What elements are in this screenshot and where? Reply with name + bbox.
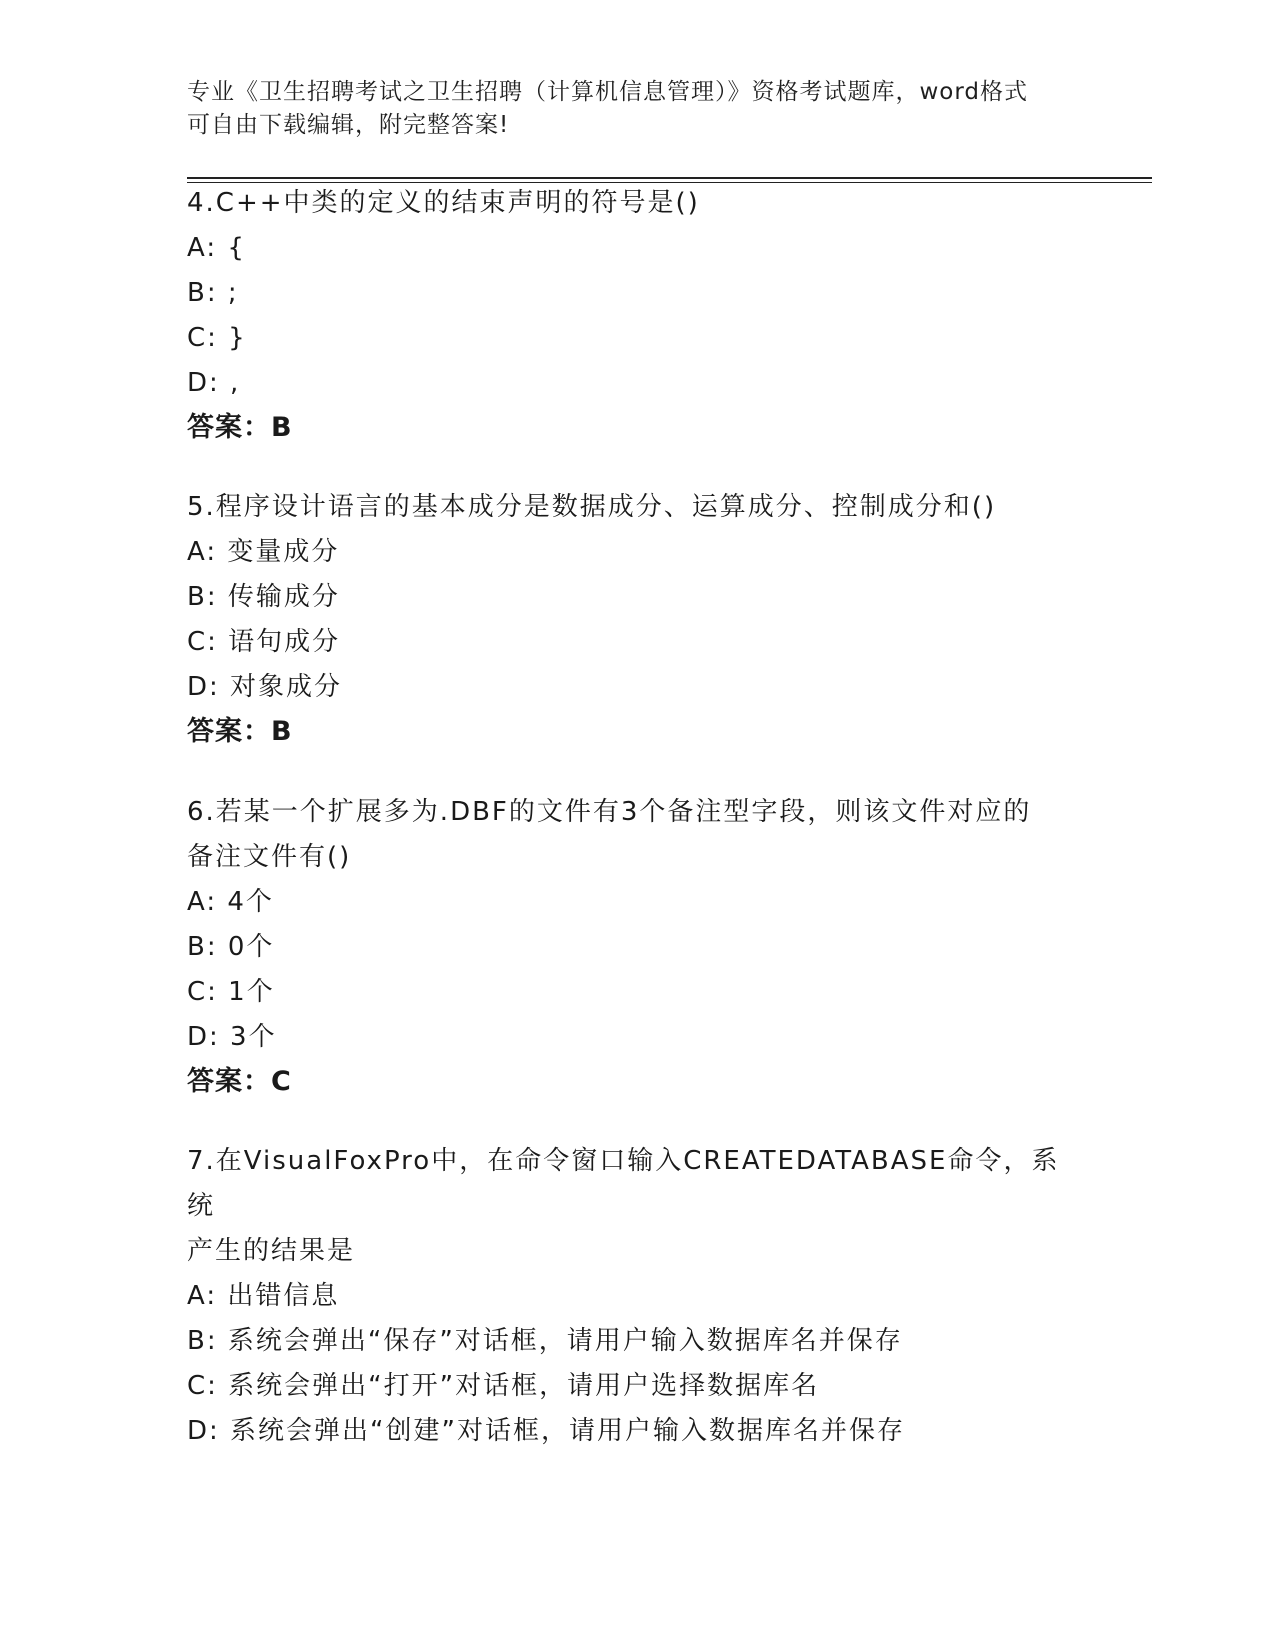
question-text: 4.C++中类的定义的结束声明的符号是() (187, 188, 700, 218)
document-header (187, 76, 1067, 142)
option-b: B: 0个 (187, 932, 275, 962)
question-text: 6.若某一个扩展多为.DBF的文件有3个备注型字段，则该文件对应的 (187, 797, 1032, 827)
option-a: A: 4个 (187, 887, 274, 917)
answer: 答案：B (187, 716, 293, 747)
header-line: 可自由下载编辑，附完整答案! (187, 112, 510, 138)
question-7 (187, 1139, 1067, 1454)
question-text: 7.在VisualFoxPro中，在命令窗口输入CREATEDATABASE命令，系统 (187, 1146, 1060, 1221)
question-text-continued: 产生的结果是 (187, 1236, 356, 1266)
answer: 答案：B (187, 412, 293, 443)
question-4 (187, 181, 1067, 450)
question-text-continued: 备注文件有() (187, 842, 352, 872)
option-a: A: { (187, 233, 246, 263)
option-a: A: 变量成分 (187, 537, 340, 567)
option-b: B: 传输成分 (187, 582, 340, 612)
option-d: D: 3个 (187, 1022, 277, 1052)
answer: 答案：C (187, 1066, 292, 1097)
option-c: C: } (187, 323, 247, 353)
header-line: 专业《卫生招聘考试之卫生招聘（计算机信息管理）》资格考试题库，word格式 (187, 79, 1029, 105)
option-b: B: ; (187, 278, 239, 308)
option-d: D: 系统会弹出“创建”对话框，请用户输入数据库名并保存 (187, 1416, 905, 1446)
question-text: 5.程序设计语言的基本成分是数据成分、运算成分、控制成分和() (187, 492, 997, 522)
option-c: C: 语句成分 (187, 627, 341, 657)
option-d: D: , (187, 368, 241, 398)
option-c: C: 1个 (187, 977, 275, 1007)
question-6 (187, 790, 1067, 1104)
option-c: C: 系统会弹出“打开”对话框，请用户选择数据库名 (187, 1371, 820, 1401)
option-d: D: 对象成分 (187, 672, 343, 702)
option-a: A: 出错信息 (187, 1281, 340, 1311)
question-5 (187, 485, 1067, 754)
option-b: B: 系统会弹出“保存”对话框，请用户输入数据库名并保存 (187, 1326, 903, 1356)
header-divider (187, 177, 1152, 179)
